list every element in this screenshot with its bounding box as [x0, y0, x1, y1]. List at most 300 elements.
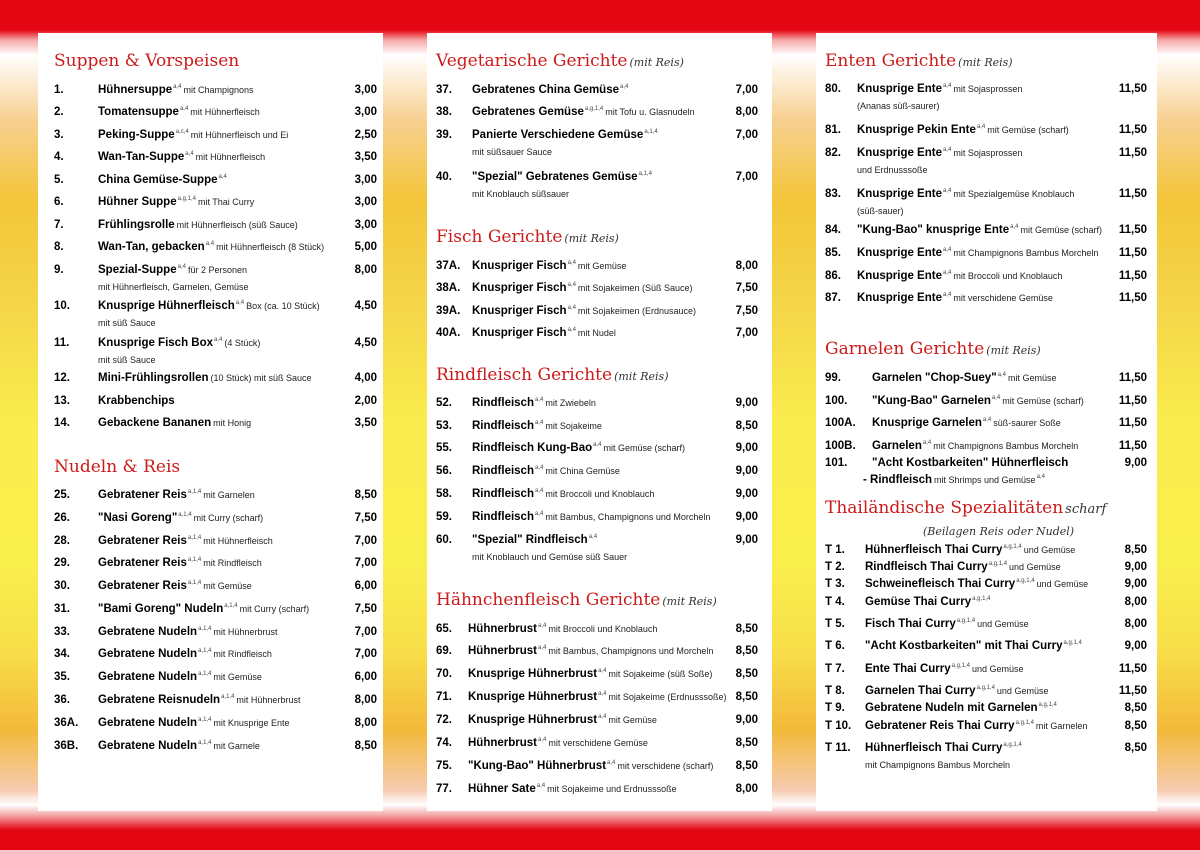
item-number: 33. — [54, 626, 70, 638]
item-extra: (süß-sauer) — [857, 206, 904, 216]
item-number: 74. — [436, 737, 452, 749]
allergen-codes: a,g,1,4 — [1015, 720, 1034, 727]
menu-item — [54, 626, 377, 644]
item-description: mit Honig — [213, 418, 252, 428]
item-description: mit Curry (scharf) — [239, 604, 310, 614]
menu-item — [436, 327, 758, 345]
item-number: 26. — [54, 512, 70, 524]
item-name: Knusprige Ente — [857, 147, 942, 159]
item-price: 11,50 — [1118, 188, 1147, 200]
item-number: 83. — [825, 188, 841, 200]
item-description: mit Gemüse — [203, 581, 252, 591]
allergen-codes: a,4 — [942, 188, 952, 195]
item-description: mit Hühnerfleisch und Ei — [190, 130, 289, 140]
item-price: 7,00 — [735, 84, 758, 96]
menu-item — [54, 337, 377, 365]
menu-item — [54, 671, 377, 689]
item-number: 36A. — [54, 717, 79, 729]
item-description: mit Hühnerfleisch — [195, 152, 266, 162]
item-price: 7,00 — [735, 327, 758, 339]
allergen-codes: a,c,4 — [175, 129, 189, 136]
item-price: 3,00 — [354, 106, 377, 118]
allergen-codes: a,4 — [534, 465, 544, 472]
allergen-codes: a,4 — [991, 395, 1001, 402]
item-description: mit verschidene Gemüse — [548, 738, 648, 748]
item-price: 8,00 — [354, 717, 377, 729]
item-price: 8,00 — [1124, 596, 1147, 608]
item-price: 8,00 — [735, 106, 758, 118]
menu-item — [436, 442, 758, 460]
item-number: 80. — [825, 83, 841, 95]
allergen-codes: a,4 — [976, 124, 986, 131]
item-name: Gebratene Nudeln — [98, 740, 198, 752]
item-price: 11,50 — [1118, 224, 1147, 236]
item-price: 7,00 — [354, 535, 377, 547]
allergen-codes: a,4 — [588, 534, 598, 541]
item-number: 38A. — [436, 282, 461, 294]
item-description: und Gemüse — [1023, 545, 1076, 555]
menu-item — [54, 417, 377, 435]
menu-item — [436, 623, 758, 641]
menu-item — [436, 488, 758, 506]
menu-item — [825, 596, 1147, 614]
item-number: 55. — [436, 442, 452, 454]
item-price: 11,50 — [1118, 124, 1147, 136]
menu-item — [436, 397, 758, 415]
menu-item — [825, 720, 1147, 738]
menu-item — [54, 489, 377, 507]
menu-item-continuation: - Rindfleisch mit Shrimps und Gemüse$^{a,4}$ — [863, 474, 1045, 486]
allergen-codes: a,4 — [567, 260, 576, 267]
menu-item — [436, 106, 758, 124]
item-price: 3,00 — [354, 174, 377, 186]
allergen-codes: a,1,4 — [221, 694, 235, 701]
item-name: Rindfleisch Kung-Bao — [472, 442, 593, 454]
item-name: Hühner Sate — [468, 783, 536, 795]
item-number: 52. — [436, 397, 452, 409]
menu-panel-left — [38, 33, 383, 811]
menu-item — [436, 260, 758, 278]
item-price: 11,50 — [1118, 270, 1147, 282]
item-name: Panierte Verschiedene Gemüse — [472, 129, 644, 141]
item-description: mit Knusprige Ente — [213, 718, 290, 728]
item-description: mit Gemüse (scharf) — [603, 443, 685, 453]
allergen-codes: a,1,4 — [198, 648, 212, 655]
item-price: 11,50 — [1118, 372, 1147, 384]
menu-item — [825, 640, 1147, 658]
allergen-codes: a,g,1,4 — [1038, 702, 1057, 709]
item-name: Fisch Thai Curry — [865, 618, 956, 630]
item-name: Hühnerfleisch Thai Curry — [865, 544, 1003, 556]
item-number: 9. — [54, 264, 64, 276]
item-price: 3,00 — [354, 84, 377, 96]
menu-item — [436, 84, 758, 102]
menu-item — [825, 702, 1147, 720]
menu-item — [825, 578, 1147, 596]
item-number: 56. — [436, 465, 452, 477]
item-price: 8,50 — [354, 489, 377, 501]
allergen-codes: a,g,1,4 — [1003, 742, 1022, 749]
menu-item — [54, 174, 377, 192]
allergen-codes: a,g,1,4 — [956, 618, 976, 625]
allergen-codes: a,g,1,4 — [1003, 544, 1022, 551]
item-description: mit Broccoli und Knoblauch — [548, 624, 658, 634]
item-name: Rindfleisch — [472, 420, 534, 432]
item-price: 8,50 — [1124, 702, 1147, 714]
item-number: T 4. — [825, 596, 845, 608]
allergen-codes: a,1,4 — [198, 740, 212, 747]
item-name: Knusprige Ente — [857, 247, 942, 259]
item-number: 2. — [54, 106, 64, 118]
allergen-codes: a,g,1,4 — [951, 663, 970, 670]
item-description: mit Sojakeimen (Erdnusauce) — [577, 306, 696, 316]
allergen-codes: a,1,4 — [187, 489, 202, 496]
item-price: 9,00 — [735, 511, 758, 523]
item-description: mit Hühnerbrust — [236, 695, 301, 705]
item-price: 8,00 — [354, 264, 377, 276]
item-name: Knusprige Ente — [857, 188, 942, 200]
item-price: 7,50 — [354, 512, 377, 524]
item-description: mit Gemüse (scharf) — [1002, 396, 1084, 406]
item-number: 25. — [54, 489, 70, 501]
item-name: Gebratene Reisnudeln — [98, 694, 221, 706]
item-number: 4. — [54, 151, 64, 163]
item-name: Gebratene Nudeln — [98, 648, 198, 660]
item-number: 37A. — [436, 260, 461, 272]
menu-item — [54, 694, 377, 712]
menu-item — [54, 557, 377, 575]
item-name: Gebratenes Gemüse — [472, 106, 584, 118]
item-number: 7. — [54, 219, 64, 231]
item-description: mit Hühnerfleisch (süß Sauce) — [176, 220, 298, 230]
item-price: 9,00 — [735, 488, 758, 500]
allergen-codes: a,4 — [607, 760, 616, 767]
item-price: 11,50 — [1118, 417, 1147, 429]
allergen-codes: a,4 — [567, 282, 576, 289]
item-price: 3,00 — [354, 219, 377, 231]
menu-item — [825, 457, 1147, 475]
menu-item — [825, 742, 1147, 770]
item-number: 71. — [436, 691, 452, 703]
item-description: mit Sojakeime (süß Soße) — [608, 669, 713, 679]
allergen-codes: a,1,4 — [638, 171, 652, 178]
menu-item — [54, 603, 377, 621]
item-description: mit Gemüse (scharf) — [987, 125, 1069, 135]
item-name: Knusprige Hühnerbrust — [468, 668, 598, 680]
menu-item — [54, 580, 377, 598]
item-number: 28. — [54, 535, 70, 547]
item-name: "Kung-Bao" Garnelen — [872, 395, 991, 407]
item-description: mit verschidene (scharf) — [617, 761, 714, 771]
item-number: 60. — [436, 534, 452, 546]
item-name: Gebackene Bananen — [98, 417, 212, 429]
menu-item — [436, 645, 758, 663]
item-description: mit Gemüse (scharf) — [1020, 225, 1102, 235]
item-number: 38. — [436, 106, 452, 118]
item-name: Gebratene Nudeln — [98, 626, 198, 638]
item-name: Rindfleisch Thai Curry — [865, 561, 988, 573]
item-price: 8,50 — [735, 760, 758, 772]
allergen-codes: a,4 — [942, 270, 952, 277]
menu-item — [825, 544, 1147, 562]
item-name: Gebratener Reis — [98, 489, 187, 501]
item-price: 11,50 — [1118, 292, 1147, 304]
allergen-codes: a,1,4 — [198, 626, 212, 633]
menu-item — [436, 129, 758, 157]
item-name: Mini-Frühlingsrollen — [98, 372, 209, 384]
allergen-codes: a,4 — [534, 397, 544, 404]
item-name: Gebratener Reis — [98, 580, 187, 592]
allergen-codes: a,4 — [534, 488, 544, 495]
item-number: 99. — [825, 372, 841, 384]
item-description: mit Garnelen — [1035, 721, 1088, 731]
item-price: 9,00 — [735, 534, 758, 546]
item-description: mit Gemüse — [577, 261, 627, 271]
item-number: 10. — [54, 300, 70, 312]
item-number: 100. — [825, 395, 848, 407]
item-number: 72. — [436, 714, 452, 726]
item-number: 5. — [54, 174, 64, 186]
item-number: 36. — [54, 694, 70, 706]
item-number: 84. — [825, 224, 841, 236]
allergen-codes: a,1,4 — [644, 129, 658, 136]
item-name: Gebratene Nudeln — [98, 717, 198, 729]
allergen-codes: a,4 — [173, 84, 182, 91]
item-price: 9,00 — [1124, 640, 1147, 652]
item-price: 9,00 — [735, 442, 758, 454]
item-price: 2,00 — [354, 395, 377, 407]
item-number: 69. — [436, 645, 452, 657]
item-price: 11,50 — [1118, 83, 1147, 95]
menu-item — [436, 534, 758, 562]
item-number: 30. — [54, 580, 70, 592]
item-description: mit Sojakeime — [545, 421, 602, 431]
item-price: 4,50 — [354, 300, 377, 312]
item-number: 12. — [54, 372, 70, 384]
section-title-fisch: Fisch Gerichte (mit Reis) — [436, 227, 619, 247]
item-price: 7,50 — [354, 603, 377, 615]
item-price: 7,00 — [354, 626, 377, 638]
item-number: 86. — [825, 270, 841, 282]
item-price: 8,50 — [1124, 742, 1147, 754]
item-description: und Gemüse — [977, 619, 1029, 629]
item-description: mit Zwiebeln — [545, 398, 596, 408]
item-description: mit China Gemüse — [545, 466, 620, 476]
item-description: mit Spezialgemüse Knoblauch — [953, 189, 1075, 199]
allergen-codes: a,4 — [218, 174, 227, 181]
item-description: mit Gemüse — [213, 672, 262, 682]
item-name: Hühnerbrust — [468, 645, 537, 657]
menu-item — [54, 372, 377, 390]
item-number: 82. — [825, 147, 841, 159]
item-number: 40A. — [436, 327, 461, 339]
menu-item — [54, 395, 377, 413]
section-title-veg: Vegetarische Gerichte (mit Reis) — [436, 51, 684, 71]
item-price: 4,00 — [354, 372, 377, 384]
item-name: Knusprige Hühnerbrust — [468, 714, 598, 726]
menu-item — [436, 171, 758, 199]
allergen-codes: a,4 — [534, 511, 544, 518]
item-name: "Kung-Bao" Hühnerbrust — [468, 760, 607, 772]
allergen-codes: a,4 — [942, 147, 952, 154]
allergen-codes: a,4 — [598, 668, 607, 675]
menu-item — [436, 668, 758, 686]
item-name: Rindfleisch — [472, 511, 534, 523]
item-name: Knusprige Garnelen — [872, 417, 982, 429]
item-description: Box (ca. 10 Stück) — [246, 301, 320, 311]
menu-panel-right — [816, 33, 1157, 811]
item-price: 3,00 — [354, 196, 377, 208]
item-name: Hühnerfleisch Thai Curry — [865, 742, 1003, 754]
item-description: mit Gemüse — [1008, 373, 1057, 383]
item-number: T 10. — [825, 720, 852, 732]
item-price: 6,00 — [354, 671, 377, 683]
item-price: 7,50 — [735, 305, 758, 317]
item-description: mit Hühnerfleisch — [190, 107, 260, 117]
item-name: Garnelen Thai Curry — [865, 685, 976, 697]
allergen-codes: a,1,4 — [224, 603, 238, 610]
item-number: 81. — [825, 124, 841, 136]
menu-item — [825, 561, 1147, 579]
item-number: 37. — [436, 84, 452, 96]
item-description: mit Curry (scharf) — [193, 513, 264, 523]
allergen-codes: a,4 — [538, 645, 547, 652]
item-name: Rindfleisch — [472, 488, 534, 500]
item-number: 29. — [54, 557, 70, 569]
item-price: 11,50 — [1118, 663, 1147, 675]
item-name: Gebratener Reis Thai Curry — [865, 720, 1015, 732]
section-title-ente: Enten Gerichte (mit Reis) — [825, 51, 1013, 71]
menu-item — [436, 511, 758, 529]
allergen-codes: a,4 — [536, 783, 546, 790]
item-name: "Acht Kostbarkeiten" Hühnerfleisch — [872, 457, 1069, 469]
item-name: Garnelen "Chop-Suey" — [872, 372, 997, 384]
menu-item — [825, 372, 1147, 390]
item-number: T 1. — [825, 544, 845, 556]
item-description: und Gemüse — [1009, 562, 1061, 572]
item-number: 1. — [54, 84, 64, 96]
item-number: 11. — [54, 337, 70, 349]
menu-item — [54, 196, 377, 214]
thai-note: (Beilagen Reis oder Nudel) — [923, 525, 1075, 538]
menu-item — [436, 305, 758, 323]
item-description: mit Champignons Bambus Morcheln — [953, 248, 1099, 258]
item-name: "Bami Goreng" Nudeln — [98, 603, 224, 615]
menu-item — [825, 440, 1147, 458]
section-title-garnelen: Garnelen Gerichte (mit Reis) — [825, 339, 1041, 359]
item-number: T 11. — [825, 742, 851, 754]
item-name: "Nasi Goreng" — [98, 512, 178, 524]
item-description: mit Champignons — [183, 85, 254, 95]
item-description: mit Gemüse — [608, 715, 657, 725]
item-name: Frühlingsrolle — [98, 219, 175, 231]
item-price: 4,50 — [354, 337, 377, 349]
item-description: mit Garnele — [213, 741, 260, 751]
allergen-codes: a,4 — [214, 337, 223, 344]
allergen-codes: a,g,1,4 — [177, 196, 196, 203]
menu-item — [54, 241, 377, 259]
item-price: 11,50 — [1118, 247, 1147, 259]
allergen-codes: a,1,4 — [187, 535, 202, 542]
item-price: 11,50 — [1118, 685, 1147, 697]
item-price: 8,50 — [735, 623, 758, 635]
item-name: Hühnersuppe — [98, 84, 173, 96]
item-name: "Spezial" Rindfleisch — [472, 534, 588, 546]
item-price: 8,50 — [735, 420, 758, 432]
item-price: 8,50 — [1124, 720, 1147, 732]
item-description: mit Hühnerbrust — [213, 627, 278, 637]
menu-item — [825, 124, 1147, 142]
item-name: Krabbenchips — [98, 395, 175, 407]
menu-item — [825, 685, 1147, 703]
allergen-codes: a,4 — [593, 442, 602, 449]
section-title-nudeln: Nudeln & Reis — [54, 457, 181, 477]
item-price: 8,50 — [735, 737, 758, 749]
allergen-codes: a,4 — [598, 691, 607, 698]
item-price: 9,00 — [735, 714, 758, 726]
item-price: 8,00 — [1124, 618, 1147, 630]
item-name: Knusprige Pekin Ente — [857, 124, 976, 136]
item-name: Hühnerbrust — [468, 737, 537, 749]
item-description: süß-saurer Soße — [993, 418, 1061, 428]
item-number: T 3. — [825, 578, 845, 590]
item-name: Garnelen — [872, 440, 922, 452]
menu-item — [54, 648, 377, 666]
item-description: mit Sojasprossen — [953, 148, 1023, 158]
item-number: 39A. — [436, 305, 461, 317]
item-price: 8,00 — [735, 783, 758, 795]
item-description: mit Hühnerfleisch — [203, 536, 273, 546]
item-price: 7,00 — [735, 171, 758, 183]
menu-item — [436, 465, 758, 483]
menu-item — [825, 395, 1147, 413]
menu-item — [54, 717, 377, 735]
item-number: 70. — [436, 668, 452, 680]
item-price: 9,00 — [1124, 578, 1147, 590]
item-extra: (Ananas süß-saurer) — [857, 101, 940, 111]
section-title-thai: Thailändische Spezialitäten scharf — [825, 498, 1107, 518]
allergen-codes: a,4 — [942, 83, 952, 90]
item-price: 3,50 — [354, 151, 377, 163]
menu-item — [436, 420, 758, 438]
item-price: 9,00 — [1124, 457, 1147, 469]
item-name: Knusprige Ente — [857, 270, 942, 282]
item-price: 3,50 — [354, 417, 377, 429]
item-description: mit Rindfleisch — [203, 558, 262, 568]
item-number: T 6. — [825, 640, 845, 652]
item-description: mit Nudel — [577, 328, 616, 338]
menu-item — [436, 691, 758, 709]
item-name: Schweinefleisch Thai Curry — [865, 578, 1016, 590]
allergen-codes: a,4 — [538, 737, 547, 744]
item-number: T 8. — [825, 685, 845, 697]
item-number: T 5. — [825, 618, 845, 630]
item-name: Knuspriger Fisch — [472, 282, 567, 294]
menu-item — [436, 714, 758, 732]
item-number: 40. — [436, 171, 452, 183]
item-price: 9,00 — [735, 465, 758, 477]
item-description: mit Rindfleisch — [213, 649, 272, 659]
allergen-codes: a,g,1,4 — [988, 561, 1008, 568]
item-name: Spezial-Suppe — [98, 264, 177, 276]
allergen-codes: a,4 — [567, 327, 576, 334]
item-price: 6,00 — [354, 580, 377, 592]
allergen-codes: a,4 — [177, 264, 186, 271]
item-price: 7,00 — [735, 129, 758, 141]
item-name: Wan-Tan, gebacken — [98, 241, 205, 253]
item-number: 100B. — [825, 440, 856, 452]
item-number: 8. — [54, 241, 64, 253]
